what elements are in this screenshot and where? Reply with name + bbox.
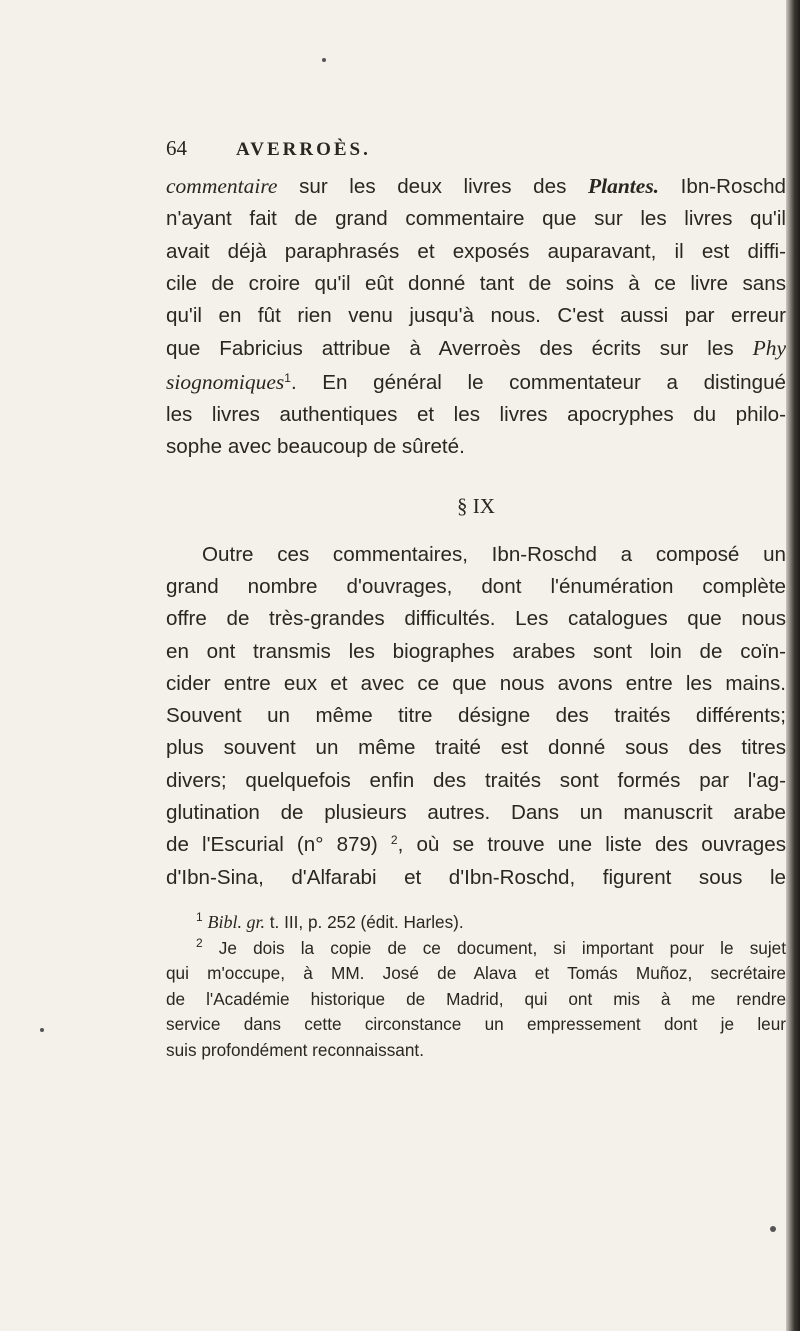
- text-line: n'ayant fait de grand commentaire que sur les livres qu'il: [166, 207, 786, 231]
- text-line: grand nombre d'ouvrages, dont l'énumération complète: [166, 574, 786, 598]
- footnote-line: suis profondément reconnaissant.: [166, 1039, 424, 1060]
- text-line: Outre ces commentaires, Ibn-Roschd a composé un: [202, 542, 786, 566]
- text-line: glutination de plusieurs autres. Dans un manuscrit arabe: [166, 801, 786, 825]
- book-page: [166, 136, 786, 1064]
- text-line: [166, 366, 786, 399]
- text-run: . En général le commentateur a distingué: [290, 370, 786, 394]
- text-line: divers; quelquefois enfin des traités sont formés par l'ag-: [166, 768, 786, 792]
- text-line: [166, 170, 786, 203]
- text-run: sur les deux livres des: [277, 175, 588, 198]
- text-line: offre de très-grandes difficultés. Les catalogues que nous: [166, 607, 786, 631]
- text-run: , où se trouve une liste des ouvrages: [397, 833, 786, 857]
- section-heading: § IX: [457, 493, 495, 518]
- footnote-marker: 2: [196, 935, 203, 950]
- footnote-marker: 1: [196, 909, 203, 924]
- text-run: Je dois la copie de ce document, si important pour le sujet: [202, 937, 786, 958]
- text-line: en ont transmis les biographes arabes sont loin de coïn-: [166, 639, 786, 663]
- running-title: AVERROÈS.: [236, 139, 371, 160]
- footnote-ref: 2: [390, 833, 398, 848]
- ink-speck: [322, 58, 326, 62]
- italic-term: commentaire: [166, 174, 278, 198]
- footnote-line: de l'Académie historique de Madrid, qui ont mis à me rendre: [166, 988, 786, 1009]
- page-number: 64: [166, 136, 187, 160]
- paragraph-main: [166, 539, 786, 894]
- text-line: les livres authentiques et les livres apocryphes du philo-: [166, 403, 786, 427]
- footnotes: [166, 910, 786, 1064]
- running-head: [166, 136, 786, 166]
- text-line: plus souvent un même traité est donné sous des titres: [166, 736, 786, 760]
- text-line: [166, 829, 786, 861]
- text-line: qu'il en fût rien venu jusqu'à nous. C'est aussi par erreur: [166, 304, 786, 328]
- footnote-line: qui m'occupe, à MM. José de Alava et Tomás Muñoz, secrétaire: [166, 963, 786, 984]
- text-line: Souvent un même titre désigne des traités différents;: [166, 704, 786, 728]
- text-line: sophe avec beaucoup de sûreté.: [166, 435, 465, 459]
- text-run: Ibn-Roschd: [659, 175, 786, 198]
- italic-title: Plantes.: [587, 174, 660, 198]
- text-line: [166, 332, 786, 365]
- ink-speck: [40, 1028, 44, 1032]
- footnote-1: [166, 910, 786, 936]
- ink-speck: [770, 1226, 776, 1232]
- italic-title: Bibl. gr.: [207, 911, 265, 932]
- text-line: cile de croire qu'il eût donné tant de soins à ce livre sans: [166, 271, 786, 295]
- text-line: cider entre eux et avec ce que nous avons entre les mains.: [166, 671, 786, 695]
- paragraph-continuation: [166, 170, 786, 464]
- scan-page-edge: [786, 0, 800, 1331]
- italic-term: Phy: [752, 336, 786, 361]
- text-run: de l'Escurial (n° 879): [166, 833, 391, 857]
- italic-term: siognomiques: [166, 369, 285, 394]
- text-run: que Fabricius attribue à Averroès des écrits sur les: [166, 337, 753, 361]
- footnote-line: service dans cette circonstance un empressement dont je leur: [166, 1014, 786, 1035]
- footnote-2: [166, 936, 786, 962]
- text-line: d'Ibn-Sina, d'Alfarabi et d'Ibn-Roschd, figurent sous le: [166, 865, 786, 889]
- footnote-ref: 1: [284, 370, 291, 385]
- text-line: avait déjà paraphrasés et exposés auparavant, il est diffi-: [166, 239, 786, 263]
- text-run: t. III, p. 252 (édit. Harles).: [264, 911, 464, 932]
